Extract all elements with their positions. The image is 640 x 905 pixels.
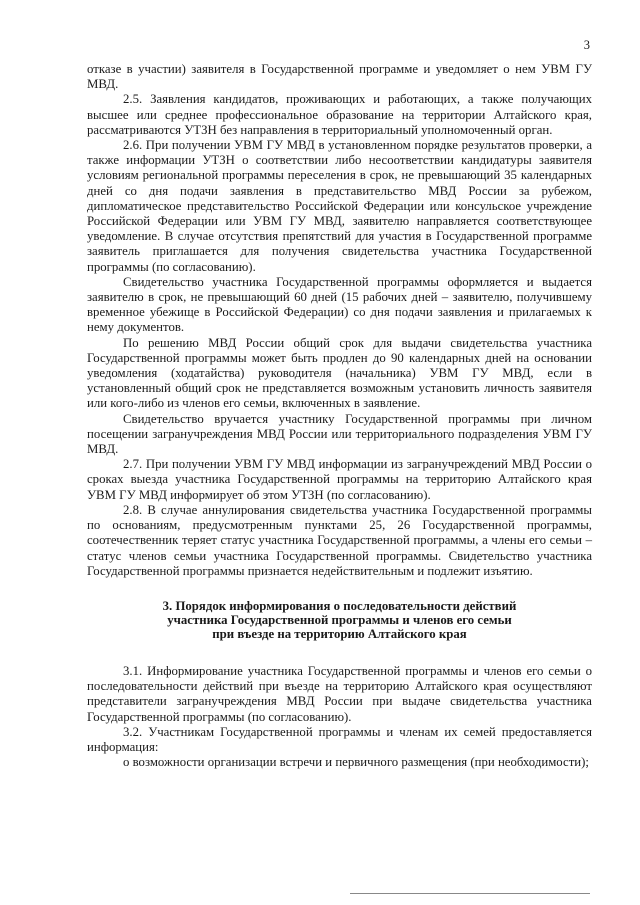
footer-divider [350,893,590,894]
paragraph: отказе в участии) заявителя в Государственной программе и уведомляет о нем УВМ ГУ МВД. [87,62,592,92]
paragraph: о возможности организации встречи и первичного размещения (при необходимости); [123,755,589,770]
paragraph: 3.1. Информирование участника Государственной программы и членов его семьи о последовательности действий при въезде на территорию Алтайского края осуществляют представители загранучреждения МВД России при выдаче свидетельства участника Государственной программы (по согласованию). [87,663,592,724]
paragraph: 3.2. Участникам Государственной программы и членам их семей предоставляется информация: [87,724,592,754]
paragraph: Свидетельство участника Государственной программы оформляется и выдается заявителю в срок, не превышающий 60 дней (15 рабочих дней – заявителю, получившему временное убежище в Российской Федерации) со дня подачи заявления и прилагаемых к нему документов. [87,274,592,335]
paragraph: Свидетельство вручается участнику Государственной программы при личном посещении загранучреждения МВД России или территориального подразделения УВМ ГУ МВД. [87,411,592,457]
paragraph: 2.8. В случае аннулирования свидетельства участника Государственной программы по основаниям, предусмотренным пунктами 25, 26 Государственной программы, соотечественник теряет статус участника Государственной программы, а члены его семьи – статус членов семьи участника Государственной программы. Свидетельство участника Государственной программы признается недействительным и подлежит изъятию. [87,502,592,578]
section-heading [87,599,592,641]
document-body [87,62,592,770]
section-heading-line: при въезде на территорию Алтайского края [212,626,467,641]
paragraph: По решению МВД России общий срок для выдачи свидетельства участника Государственной программы может быть продлен до 90 календарных дней на основании уведомления (ходатайства) руководителя (начальника) УВМ ГУ МВД, если в установленный общий срок не представляется возможным установить личность заявителя или кого-либо из членов его семьи, включенных в заявление. [87,335,592,411]
paragraph: 2.7. При получении УВМ ГУ МВД информации из загранучреждений МВД России о сроках выезда участника Государственной программы на территорию Алтайского края УВМ ГУ МВД информирует об этом УТЗН (по согласованию). [87,457,592,502]
page-number: 3 [583,38,590,52]
paragraph: 2.5. Заявления кандидатов, проживающих и работающих, а также получающих высшее или среднее профессиональное образование на территории Алтайского края, рассматриваются УТЗН без направления в территориальный уполномоченный орган. [87,92,592,137]
section-heading-line: 3. Порядок информирования о последовательности действий [162,598,517,613]
paragraph: 2.6. При получении УВМ ГУ МВД в установленном порядке результатов проверки, а также информации УТЗН о соответствии либо несоответствии кандидатуры заявителя условиям региональной программы переселения в срок, не превышающий 35 календарных дней со дня подачи заявления в представительство МВД России за рубежом, дипломатическое представительство Российской Федерации или консульское учреждение Российской Федерации или УВМ ГУ МВД, заявителю направляется соответствующее уведомление. В случае отсутствия препятствий для участия в Государственной программе заявитель приглашается для получения свидетельства участника Государственной программы (по согласованию). [87,138,592,274]
section-heading-line: участника Государственной программы и членов его семьи [167,612,512,627]
